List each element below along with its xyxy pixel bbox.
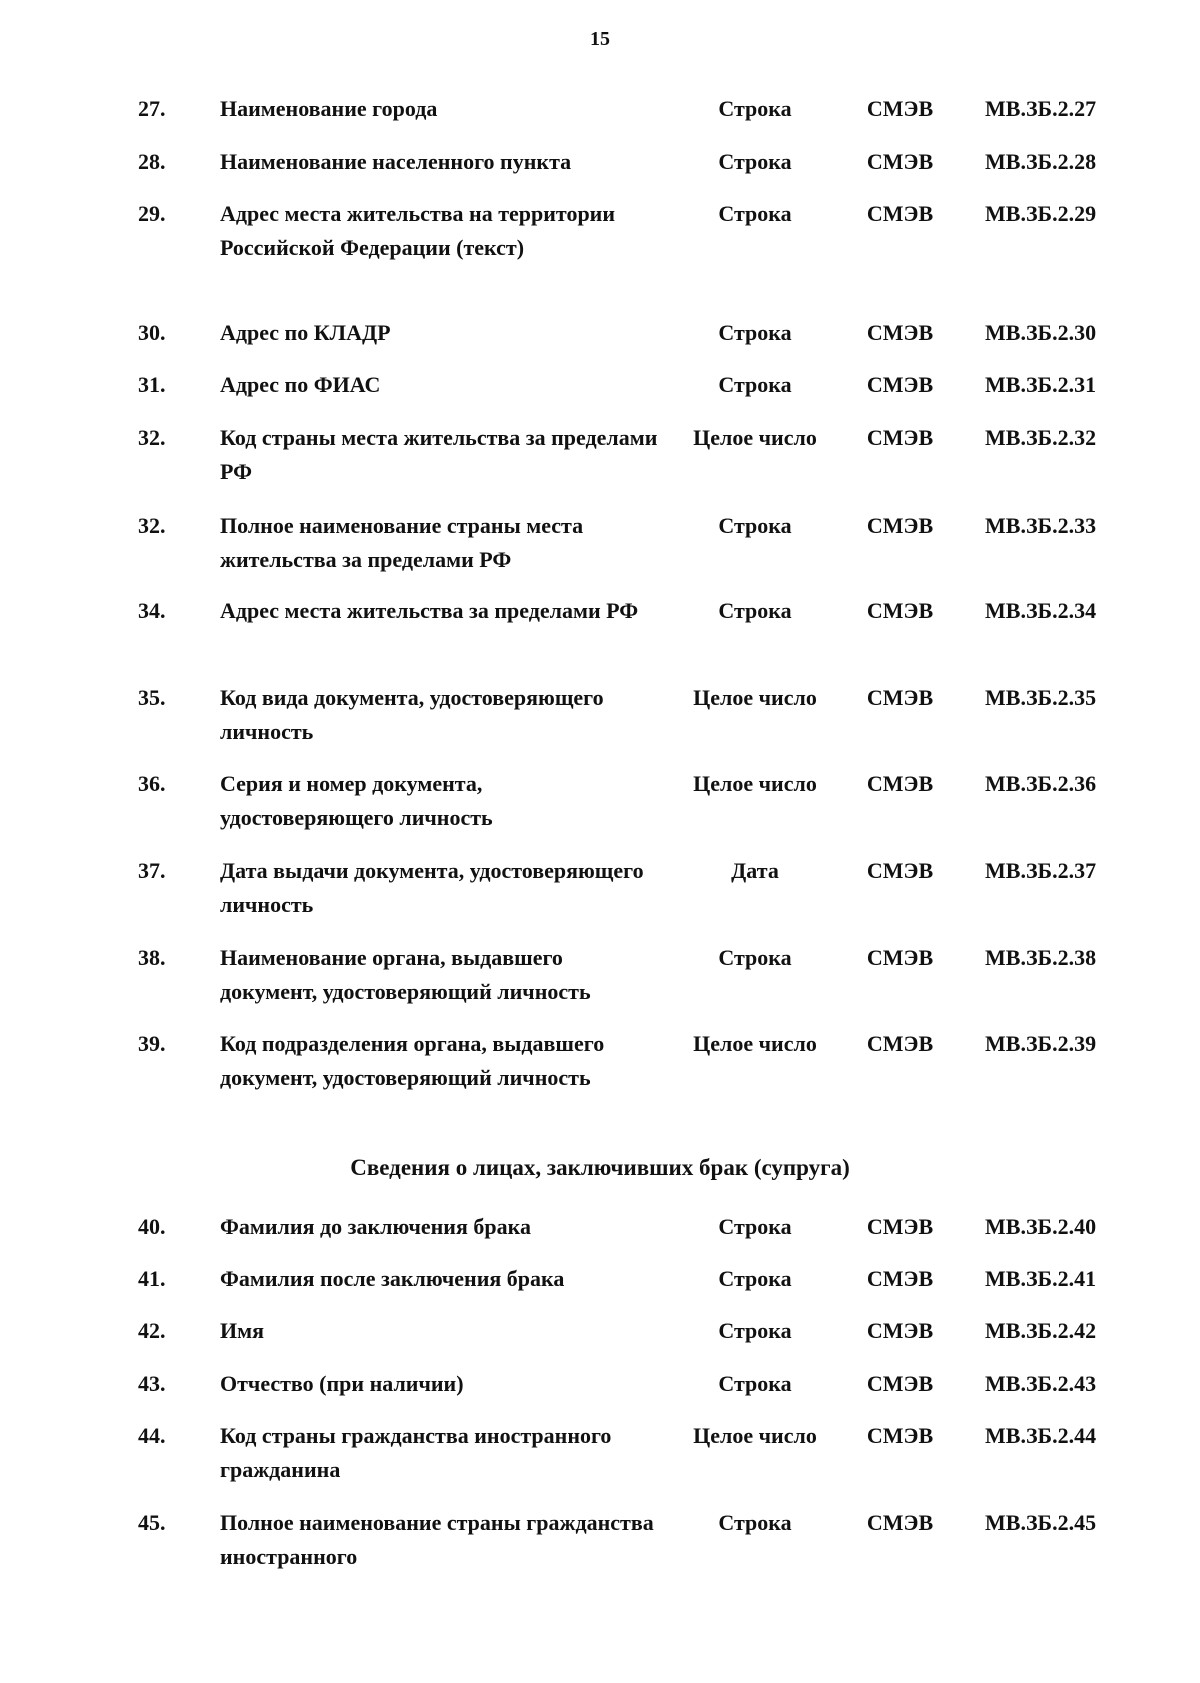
row-number: 31. [138,372,166,397]
field-type: Строка [718,96,792,121]
field-code: МВ.ЗБ.2.37 [985,858,1097,883]
field-code: МВ.ЗБ.2.33 [985,513,1097,538]
field-source: СМЭВ [866,858,934,883]
field-source: СМЭВ [866,1214,934,1239]
field-source: СМЭВ [866,372,934,397]
field-type: Целое число [693,1423,817,1448]
field-source: СМЭВ [866,1031,934,1056]
field-source: СМЭВ [866,771,934,796]
field-code: МВ.ЗБ.2.28 [985,149,1097,174]
field-code: МВ.ЗБ.2.27 [985,96,1097,121]
field-type: Строка [718,1371,792,1396]
field-code: МВ.ЗБ.2.42 [985,1318,1097,1343]
field-type: Дата [731,858,779,883]
field-source: СМЭВ [866,1266,934,1291]
field-type: Строка [718,1318,792,1343]
row-number: 27. [138,96,166,121]
field-source: СМЭВ [866,945,934,970]
field-source: СМЭВ [866,425,934,450]
field-source: СМЭВ [866,598,934,623]
row-number: 42. [138,1318,166,1343]
field-code: МВ.ЗБ.2.31 [985,372,1097,397]
field-name: Отчество (при наличии) [220,1371,464,1396]
field-name: Код вида документа, удостоверяющего личность [220,685,604,744]
field-name: Полное наименование страны гражданства иностранного [220,1510,654,1569]
field-type: Строка [718,1214,792,1239]
field-name: Адрес по КЛАДР [220,320,391,345]
field-type: Целое число [693,685,817,710]
field-type: Строка [718,372,792,397]
row-number: 29. [138,201,166,226]
row-number: 36. [138,771,166,796]
row-number: 44. [138,1423,166,1448]
field-code: МВ.ЗБ.2.43 [985,1371,1097,1396]
field-name: Адрес по ФИАС [220,372,381,397]
row-number: 39. [138,1031,166,1056]
field-code: МВ.ЗБ.2.38 [985,945,1097,970]
field-type: Целое число [693,1031,817,1056]
field-code: МВ.ЗБ.2.32 [985,425,1097,450]
row-number: 35. [138,685,166,710]
row-number: 32. [138,425,166,450]
field-type: Строка [718,598,792,623]
field-type: Целое число [693,425,817,450]
field-source: СМЭВ [866,1318,934,1343]
field-type: Целое число [693,771,817,796]
row-number: 37. [138,858,166,883]
field-source: СМЭВ [866,96,934,121]
row-number: 45. [138,1510,166,1535]
field-code: МВ.ЗБ.2.36 [985,771,1097,796]
field-source: СМЭВ [866,320,934,345]
field-code: МВ.ЗБ.2.39 [985,1031,1097,1056]
field-code: МВ.ЗБ.2.34 [985,598,1097,623]
row-number: 43. [138,1371,166,1396]
field-type: Строка [718,945,792,970]
field-name: Имя [220,1318,264,1343]
field-name: Код страны гражданства иностранного гражданина [220,1423,612,1482]
row-number: 28. [138,149,166,174]
section-title: Сведения о лицах, заключивших брак (супруга) [350,1155,850,1180]
field-code: МВ.ЗБ.2.35 [985,685,1097,710]
row-number: 41. [138,1266,166,1291]
row-number: 30. [138,320,166,345]
field-type: Строка [718,513,792,538]
field-type: Строка [718,149,792,174]
field-name: Серия и номер документа, удостоверяющего личность [220,771,493,830]
field-code: МВ.ЗБ.2.45 [985,1510,1097,1535]
row-number: 32. [138,513,166,538]
field-code: МВ.ЗБ.2.44 [985,1423,1097,1448]
field-source: СМЭВ [866,1423,934,1448]
field-name: Адрес места жительства за пределами РФ [220,598,639,623]
field-name: Наименование органа, выдавшего документ, удостоверяющий личность [220,945,591,1004]
field-name: Наименование населенного пункта [220,149,572,174]
field-name: Полное наименование страны места жительства за пределами РФ [220,513,584,572]
field-code: МВ.ЗБ.2.40 [985,1214,1097,1239]
row-number: 40. [138,1214,166,1239]
field-name: Код подразделения органа, выдавшего документ, удостоверяющий личность [220,1031,605,1090]
field-type: Строка [718,1266,792,1291]
page-number: 15 [590,28,610,50]
field-name: Дата выдачи документа, удостоверяющего личность [220,858,644,917]
field-code: МВ.ЗБ.2.29 [985,201,1097,226]
field-source: СМЭВ [866,513,934,538]
field-source: СМЭВ [866,201,934,226]
field-type: Строка [718,1510,792,1535]
field-source: СМЭВ [866,685,934,710]
row-number: 34. [138,598,166,623]
field-type: Строка [718,201,792,226]
field-source: СМЭВ [866,1371,934,1396]
field-name: Фамилия после заключения брака [220,1266,565,1291]
field-source: СМЭВ [866,1510,934,1535]
field-name: Фамилия до заключения брака [220,1214,531,1239]
field-code: МВ.ЗБ.2.30 [985,320,1097,345]
row-number: 38. [138,945,166,970]
field-code: МВ.ЗБ.2.41 [985,1266,1097,1291]
field-name: Наименование города [220,96,438,121]
field-name: Адрес места жительства на территории Российской Федерации (текст) [220,201,616,260]
field-type: Строка [718,320,792,345]
field-name: Код страны места жительства за пределами РФ [220,425,658,484]
field-source: СМЭВ [866,149,934,174]
